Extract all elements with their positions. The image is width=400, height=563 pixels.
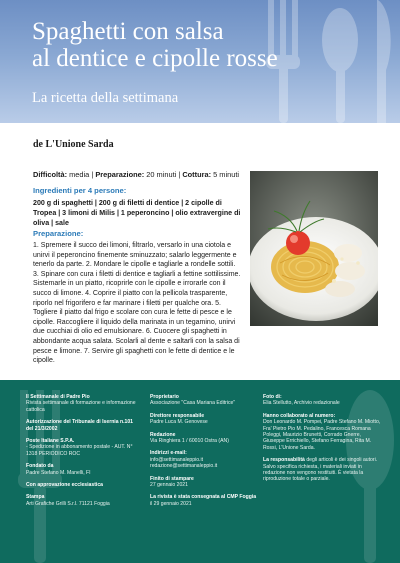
prep-time-label: Preparazione: xyxy=(95,170,145,179)
colophon-heading: Indirizzi e-mail: xyxy=(150,450,187,457)
colophon-heading: La rivista è stata consegnata al CMP Foggia xyxy=(150,494,257,501)
colophon-heading: Poste Italiane S.P.A. xyxy=(26,438,75,445)
colophon-text: il 29 gennaio 2021 xyxy=(150,500,192,507)
colophon-heading: Foto di: xyxy=(263,394,282,400)
recipe-meta xyxy=(33,170,239,179)
colophon-heading: Proprietario xyxy=(150,394,179,400)
colophon-heading: La responsabilità xyxy=(263,457,305,464)
colophon-text: Don Leonardo M. Pompei, Padre Stefano M. Miotto, Fra' Pietro Pio M. Pedalino, Francesca Romana Poleggi, Maurizio Brunetti, Corrado Gnerre, Giuseppe Errichiello, Stefano Ferragina, Rita M. Rossi, L'Unione Sarda. xyxy=(263,419,381,451)
colophon-column-editorial xyxy=(150,394,260,513)
colophon-heading: Autorizzazione del Tribunale di Isernia n.101 del 21/3/2002 xyxy=(26,419,133,432)
colophon-block xyxy=(263,394,383,407)
colophon-text: Arti Grafiche Grilli S.r.l. 71121 Foggia xyxy=(26,500,110,507)
colophon-block xyxy=(150,494,260,507)
colophon-text: - Spedizione in abbonamento postale - AUT. N° 1318 PERIODICO ROC xyxy=(26,444,133,457)
recipe-title-line: al dentice e cipolle rosse xyxy=(32,45,278,72)
colophon-text: Rivista settimanale di formazione e informazione cattolica xyxy=(26,400,136,413)
ingredients-heading: Ingredienti per 4 persone: xyxy=(33,186,127,195)
recipe-title xyxy=(32,18,382,72)
colophon-text: Elia Stellutto, Archivio redazionale xyxy=(263,400,340,407)
colophon-block xyxy=(150,476,260,489)
meta-separator: | xyxy=(178,170,181,179)
colophon-text: Associazione "Casa Mariana Editrice" xyxy=(150,400,236,407)
colophon-block xyxy=(26,394,141,413)
colophon-column-credits xyxy=(263,394,383,489)
colophon-block xyxy=(26,494,141,507)
colophon-column-publication xyxy=(26,394,141,513)
colophon-heading: Hanno collaborato al numero: xyxy=(263,412,336,419)
ingredients-list: 200 g di spaghetti | 200 g di filetti di dentice | 2 cipolle di Tropea | 3 limoni di Milis | 1 peperoncino | olio extravergine di oliva | sale xyxy=(33,199,241,227)
dish-photo xyxy=(250,171,378,326)
colophon-block xyxy=(150,432,260,445)
colophon-heading: Con approvazione ecclesiastica xyxy=(26,482,104,489)
colophon-block xyxy=(26,463,141,476)
cook-time-label: Cottura: xyxy=(182,170,212,179)
colophon-heading: Direttore responsabile xyxy=(150,412,205,419)
recipe-title-line: Spaghetti con salsa xyxy=(32,18,224,45)
colophon-block xyxy=(150,394,260,407)
colophon-heading: Stampa xyxy=(26,494,45,501)
recipe-subtitle: La ricetta della settimana xyxy=(32,90,179,106)
article-source: de L'Unione Sarda xyxy=(33,139,114,150)
colophon-block xyxy=(26,419,141,432)
difficulty-value: media xyxy=(69,170,90,179)
colophon-block xyxy=(263,413,383,451)
difficulty-label: Difficoltà: xyxy=(33,170,68,179)
colophon-text: 27 gennaio 2021 xyxy=(150,482,188,489)
colophon-heading: Redazione xyxy=(150,431,176,438)
colophon-text: Padre Stefano M. Manelli, FI xyxy=(26,469,91,476)
colophon-text: Via Ringhiera 1 / 60010 Ostra (AN) xyxy=(150,438,229,445)
colophon-block xyxy=(150,450,260,469)
colophon-text: degli articoli è dei singoli autori. Salvo specifica richiesta, i materiali inviati in redazione non vengono restituiti. È vietata la riproduzione totale o parziale. xyxy=(263,457,378,483)
cook-time-value: 5 minuti xyxy=(213,170,240,179)
colophon-block xyxy=(26,482,141,488)
colophon-heading: Finito di stampare xyxy=(150,475,194,482)
colophon-heading: Fondato da xyxy=(26,463,54,470)
meta-separator: | xyxy=(91,170,94,179)
colophon-heading: Il Settimanale di Padre Pio xyxy=(26,394,90,400)
email-link[interactable]: info@settimanaleppio.it redazione@settimanaleppio.it xyxy=(150,456,218,470)
preparation-steps: 1. Spremere il succo dei limoni, filtrarlo, versarlo in una ciotola e unirvi il peperoncino finemente sminuzzato; salarlo leggermente e tenerlo da parte. 2. Mondare le cipolle e tagliarle a rondelle sottili. 3. Spinare con cura i filetti di dentice e tagliarli a fettine sottilissime. Sistemarle in un piatto, ricoprirle con le cipolle e irrorarle con il succo di limone. 4. Coprire il piatto con la pellicola trasparente, riporlo nel frigorifero e far marinare i filetti per qualche ora. 5. Togliere il piatto dal frigo e scolare con cura le fette di pesce e le cipolle. Raccogliere il liquido della marinata in un tegamino, unirvi due cucchiai di olio ed emulsionare. 6. Cuocere gli spaghetti in abbondante acqua salata. Scolarli al dente e saltarli con la salsa di pesce e limone. 7. Servire gli spaghetti con le fette di dentice e le cipolle. xyxy=(33,242,241,365)
hero-banner xyxy=(0,0,400,123)
colophon-block xyxy=(150,413,260,426)
colophon xyxy=(0,380,400,563)
colophon-block xyxy=(263,457,383,483)
prep-time-value: 20 minuti xyxy=(146,170,177,179)
colophon-block xyxy=(26,438,141,457)
colophon-text: Padre Luca M. Genovese xyxy=(150,419,208,426)
preparation-heading: Preparazione: xyxy=(33,229,84,238)
